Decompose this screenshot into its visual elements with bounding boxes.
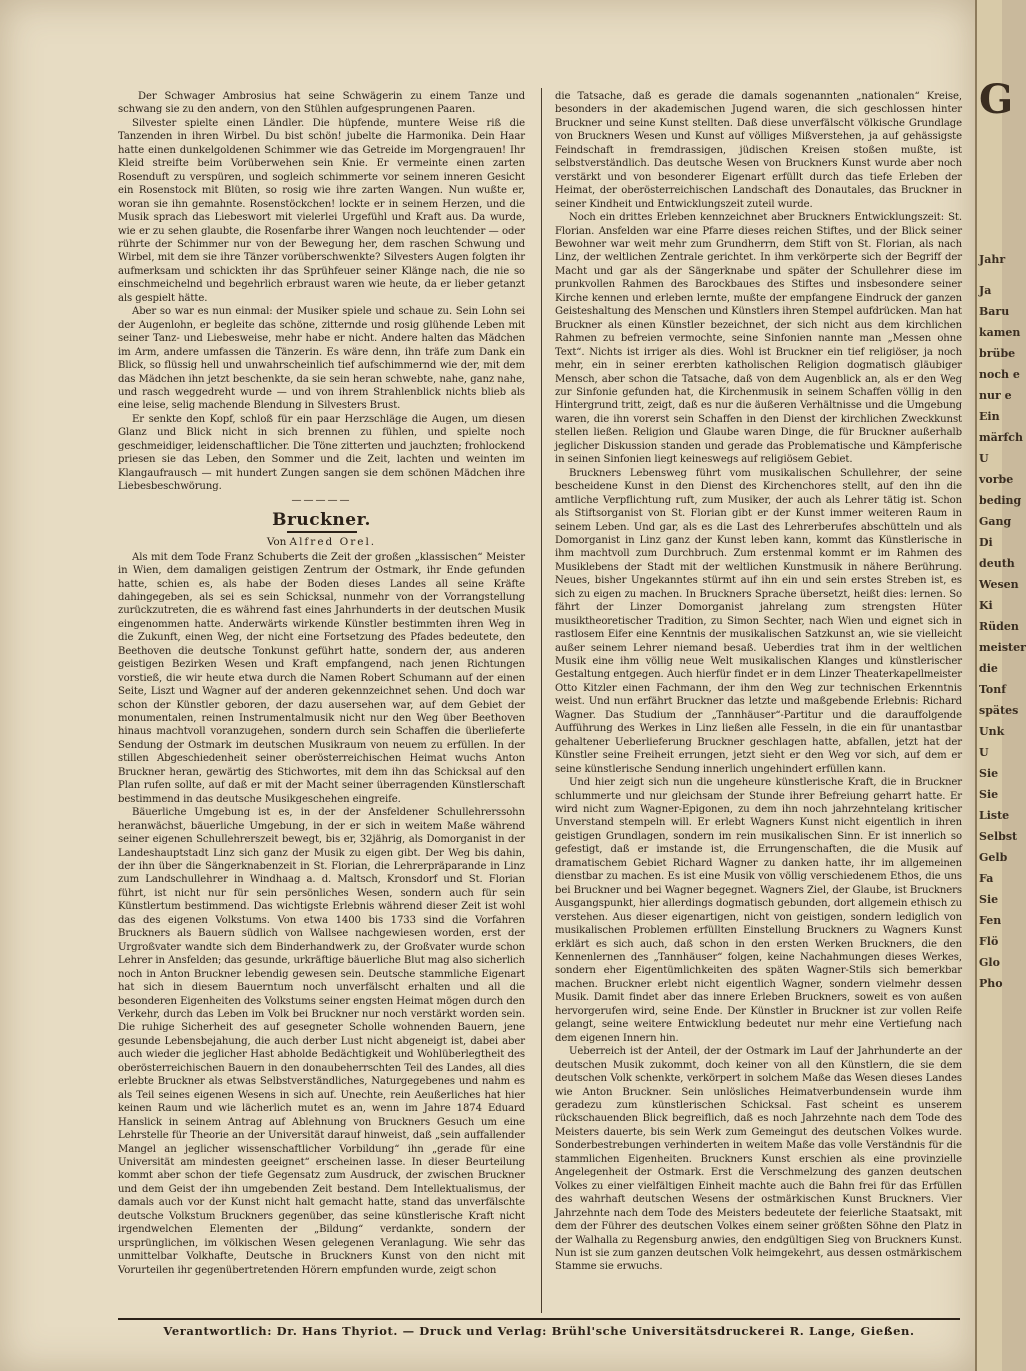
story-paragraph: Der Schwager Ambrosius hat seine Schwägerin zu einem Tanze und schwang sie zu den andern, von den Stühlen aufgesprungenen Paaren. bbox=[118, 91, 525, 116]
adjacent-page-fragment: die bbox=[979, 662, 998, 675]
serial-story bbox=[118, 90, 525, 494]
story-paragraph: Aber so war es nun einmal: der Musiker spiele und schaue zu. Sein Lohn sei der Augenlohn, er begleite das schöne, zitternde und rosig glühende Leben mit seiner Tanz- und Liebesweise, mehr habe er nicht. Andere halten das Mädchen im Arm, andere umfassen die Tänzerin. Es wäre denn, ihn träfe zum Dank ein Blick, so flüssig hell und unwahrscheinlich tief aufschimmernd wie der, mit dem das Mädchen ihn jetzt beschenkte, da sie sein heran schwebte, nahe, ganz nahe, und rasch weggedreht wurde — und von ihrem Strahlenblick nichts blieb als eine leise, selig machende Blendung in Silvesters Brust. bbox=[118, 306, 525, 412]
adjacent-page-fragment: meister bbox=[979, 641, 1026, 654]
byline-prefix: Von bbox=[266, 535, 287, 548]
adjacent-page-fragment: märfch bbox=[979, 431, 1023, 444]
adjacent-page-fragment: noch e bbox=[979, 368, 1020, 381]
adjacent-page-fragment: Unk bbox=[979, 725, 1005, 738]
adjacent-page-fragment: Di bbox=[979, 536, 993, 549]
adjacent-page-fragment: Pho bbox=[979, 977, 1003, 990]
story-paragraph: Er senkte den Kopf, schloß für ein paar Herzschläge die Augen, um diesen Glanz und Blick nicht in sich brennen zu fühlen, und spielte noch geschmeidiger, leidenschaftlicher. Die Töne zitterten und jauchzten; frohlockend priesen sie das Leben, den Sommer und die Zeit, lachten und weinten im Klangaufrausch — mit hundert Zungen sangen sie dem schönen Mädchen ihre Liebesbeschwörung. bbox=[118, 413, 525, 493]
adjacent-page-fragment: Fa bbox=[979, 872, 994, 885]
byline-author: Alfred Orel. bbox=[289, 535, 377, 548]
adjacent-page-fragment: Gelb bbox=[979, 851, 1008, 864]
right-column bbox=[555, 90, 962, 1274]
article-paragraph: Noch ein drittes Erleben kennzeichnet aber Bruckners Entwicklungszeit: St. Florian. Ansfelden war eine Pfarre dieses reichen Stiftes, und der Blick seiner Bewohner war weit mehr zum Grundherrn, dem Stift von St. Florian, als nach Linz, der weltlichen Zentrale gerichtet. In ihm verkörperte sich der Begriff der Macht und gar als der Sängerknabe und später der Schullehrer diese im prunkvollen Rahmen des Barockbaues des Stiftes und insbesondere seiner Kirche kennen und erleben lernte, mußte der empfangene Eindruck der ganzen Geisteshaltung des Menschen und Künstlers ihren Stempel aufdrücken. Man hat Bruckner als einen Künstler bezeichnet, der sich nicht aus dem kirchlichen Rahmen zu befreien vermochte, seine Sinfonien nannte man „Messen ohne Text“. Nichts ist irriger als dies. Wohl ist Bruckner ein tief religiöser, ja noch mehr, ein in seiner ererbten katholischen Religion dogmatisch gläubiger Mensch, aber schon die Tatsache, daß von dem Augenblick an, als er den Weg zur Sinfonie gefunden hat, die Kirchenmusik in seinem Schaffen völlig in den Hintergrund tritt, zeigt, daß es nur die äußeren Verhältnisse und die Umgebung waren, die ihn vorerst sein Schaffen in den Dienst der kirchlichen Zweckkunst stellen ließen. Religion und Glaube waren Dinge, die für Bruckner außerhalb jeglicher Diskussion standen und gerade das Problematische und Kämpferische in seinen Sinfonien liegt keineswegs auf religiösem Gebiet. bbox=[555, 212, 962, 466]
adjacent-page-fragment: Wesen bbox=[979, 578, 1019, 591]
adjacent-page-fragment: Selbst bbox=[979, 830, 1018, 843]
adjacent-page-fragment: Liste bbox=[979, 809, 1010, 822]
adjacent-page-fragment: beding bbox=[979, 494, 1022, 507]
adjacent-page-fragment: Gang bbox=[979, 515, 1012, 528]
adjacent-page-fragment: Ein bbox=[979, 410, 1000, 423]
article-paragraph: Und hier zeigt sich nun die ungeheure künstlerische Kraft, die in Bruckner schlummerte und nur gleichsam der Stunde ihrer Befreiung geharrt hatte. Er wird nicht zum Wagner-Epigonen, zu dem ihn noch jahrzehntelang kritischer Unverstand stempeln will. Er erlebt Wagners Kunst nicht eigentlich in ihren geistigen Grundlagen, sondern im rein musikalischen Sinn. Er ist innerlich so gefestigt, daß er imstande ist, die Errungenschaften, die die Musik auf dramatischem Gebiet Richard Wagner zu danken hatte, ihr im allgemeinen dienstbar zu machen. Es ist eine Musik von völlig verschiedenem Ethos, die uns bei Bruckner und bei Wagner begegnet. Wagners Ziel, der Glaube, ist Bruckners Ausgangspunkt, hier allerdings dogmatisch gebunden, dort allgemein ethisch zu verstehen. Aus dieser eigenartigen, nicht von geistigen, sondern lediglich von musikalischen Problemen erfüllten Einstellung Bruckners zu Wagners Kunst erklärt es sich auch, daß schon in den ersten Werken Bruckners, die den Kennenlernen des „Tannhäuser“ folgen, keine Nachahmungen dieses Werkes, sondern eher Eigentümlichkeiten des späten Wagner-Stils sich bemerkbar machen. Bruckner erlebt nicht eigentlich Wagner, sondern vielmehr dessen Musik. Damit findet aber das innere Erleben Bruckners, soweit es von außen hervorgerufen wird, seine Ende. Der Künstler in Bruckner ist zur vollen Reife gelangt, seine weitere Entwicklung bedeutet nur mehr eine Vertiefung nach dem eigenen Innern hin. bbox=[555, 777, 962, 1044]
left-column bbox=[118, 90, 525, 1277]
imprint-line: Verantwortlich: Dr. Hans Thyriot. — Druck und Verlag: Brühl'sche Universitätsdruckerei R. Lange, Gießen. bbox=[163, 1324, 915, 1338]
adjacent-page-fragment: Fen bbox=[979, 914, 1002, 927]
article-title: Bruckner. bbox=[272, 509, 371, 530]
adjacent-page-fragment: kamen bbox=[979, 326, 1021, 339]
adjacent-page-fragment: Sie bbox=[979, 893, 999, 906]
adjacent-page-fragment: vorbe bbox=[979, 473, 1014, 486]
adjacent-page-fragment: Ja bbox=[979, 284, 992, 297]
article-paragraph: die Tatsache, daß es gerade die damals sogenannten „nationalen“ Kreise, besonders in der akademischen Jugend waren, die sich geschlossen hinter Bruckner und seine Kunst stellten. Daß diese unverfälscht völkische Grundlage von Bruckners Wesen und Kunst auf völliges Mißverstehen, ja auf gehässigste Feindschaft in fremdrassigen, jüdischen Kreisen stoßen mußte, ist selbstverständlich. Das deutsche Wesen von Bruckners Kunst wurde aber noch verstärkt und von besonderer Eigenart erfüllt durch das tiefe Erleben der Heimat, der oberösterreichischen Landschaft des Donautales, das Bruckner in seiner Kindheit und Entwicklungszeit zuteil wurde. bbox=[555, 91, 962, 210]
adjacent-page-fragment: Ki bbox=[979, 599, 993, 612]
adjacent-page-fragment: Flö bbox=[979, 935, 999, 948]
adjacent-page-fragment: Jahr bbox=[979, 253, 1006, 266]
footer-rule bbox=[118, 1318, 960, 1320]
adjacent-page-fragment: Sie bbox=[979, 767, 999, 780]
adjacent-page-fragment: Tonf bbox=[979, 683, 1006, 696]
story-end-mark: ————— bbox=[291, 494, 352, 506]
adjacent-page-fragment: brübe bbox=[979, 347, 1016, 360]
byline bbox=[118, 535, 525, 549]
adjacent-page-fragment: deuth bbox=[979, 557, 1015, 570]
title-underline bbox=[287, 531, 357, 533]
adjacent-page-fragment: Baru bbox=[979, 305, 1010, 318]
article-paragraph: Als mit dem Tode Franz Schuberts die Zeit der großen „klassischen“ Meister in Wien, dem damaligen geistigen Zentrum der Ostmark, ihr Ende gefunden hatte, schien es, als habe der Boden dieses Landes all seine Kräfte dahingegeben, als sei es sein Schicksal, nunmehr von der Vorrangstellung zurückzutreten, die es während fast eines Jahrhunderts in der deutschen Musik eingenommen hatte. Anderwärts wirkende Künstler bestimmten ihren Weg in die Zukunft, einen Weg, der nicht eine Fortsetzung des Pfades bedeutete, den Beethoven die deutsche Tonkunst geführt hatte, sondern der, aus anderen geistigen Bezirken Wesen und Kraft empfangend, nach jenen Richtungen vorstieß, die wir heute etwa durch die Namen Robert Schumann auf der einen Seite, Liszt und Wagner auf der anderen gekennzeichnet sehen. Und doch war schon der Künstler geboren, der dazu ausersehen war, auf dem Gebiet der monumentalen, reinen Instrumentalmusik nicht nur den Weg über Beethoven hinaus machtvoll voranzugehen, sondern durch sein Schaffen die überlieferte Sendung der Ostmark im deutschen Musikraum von neuem zu erfüllen. In der stillen Abgeschiedenheit seiner oberösterreichischen Heimat wuchs Anton Bruckner heran, gewärtig des Stichwortes, mit dem ihn das Schicksal auf den Plan rufen sollte, auf daß er mit der Macht seiner überragenden Künstlerschaft bestimmend in das deutsche Musikgeschehen eingreife. bbox=[118, 551, 525, 805]
adjacent-page-fragment: G bbox=[979, 76, 1014, 123]
adjacent-page-fragment: U bbox=[979, 746, 989, 759]
adjacent-page-fragment: Glo bbox=[979, 956, 1000, 969]
column-divider bbox=[541, 88, 542, 1313]
article-paragraph: Bäuerliche Umgebung ist es, in der der Ansfeldener Schullehrerssohn heranwächst, bäuerliche Umgebung, in der er sich in weitem Maße während seiner eigenen Schullehrerszeit bewegt, bis er, 32jährig, als Domorganist in der Landeshauptstadt Linz sich ganz der Musik zu eigen gibt. Der Weg bis dahin, der ihn über die Sängerknabenzeit in St. Florian, die Lehrerpräparande in Linz zum Landschullehrer in Windhaag a. d. Maltsch, Kronsdorf und St. Florian führt, ist nicht nur für sein persönliches Wesen, sondern auch für sein Künstlertum bestimmend. Das wichtigste Erlebnis während dieser Zeit ist wohl das des eigenen Volkstums. Von etwa 1400 bis 1733 sind die Vorfahren Bruckners als Bauern südlich von Wallsee nachgewiesen worden, erst der Urgroßvater wandte sich dem Binderhandwerk zu, der Großvater wurde schon Lehrer in Ansfelden; das gesunde, urkräftige bäuerliche Blut mag also sicherlich noch in Anton Bruckner lebendig gewesen sein. Deutsche stammliche Eigenart hat sich in diesem Bauerntum noch unverfälscht erhalten und all die besonderen Eigenheiten des Volkstums seiner engsten Heimat mögen durch den Verkehr, durch das Leben im Volk bei Bruckner nur noch verstärkt worden sein. Die ruhige Sicherheit des auf gesegneter Scholle wohnenden Bauern, jene gesunde Lebensbejahung, die auch derber Lust nicht abgeneigt ist, dabei aber auch wieder die jeglicher Hast abholde Bedächtigkeit und Wohlüberlegtheit des oberösterreichischen Bauern in den donaubeherrschten Teil des Landes, all dies erlebte Bruckner als etwas Selbstverständliches, Naturgegebenes und nahm es als Teil seines eigenen Wesens in sich auf. Unechte, rein Aeußerliches hat hier keinen Raum und wie lächerlich mutet es an, wenn im Jahre 1874 Eduard Hanslick in seinem Antrag auf Ablehnung von Bruckners Gesuch um eine Lehrstelle für Theorie an der Universität darauf hinweist, daß „sein auffallender Mangel an jeglicher wissenschaftlicher Vorbildung“ ihn „gerade für eine Universität am mindesten geeignet“ erscheinen lasse. In dieser Beurteilung kommt aber schon der tiefe Gegensatz zum Ausdruck, der zwischen Bruckner und dem Geist der ihn umgebenden Zeit bestand. Dem Intellektualismus, der damals auch vor der Kunst nicht halt gemacht hatte, stand das unverfälschte deutsche Volkstum Bruckners gegenüber, das seine künstlerische Kraft nicht irgendwelchen Elementen der „Bildung“ verdankte, sondern der ursprünglichen, im völkischen Wesen gelegenen Veranlagung. Wie sehr das unmittelbar Volkhafte, Deutsche in Bruckners Kunst von den nicht mit Vorurteilen ihr gegenübertretenden Hörern empfunden wurde, zeigt schon bbox=[118, 807, 525, 1276]
adjacent-page-fragment: Rüden bbox=[979, 620, 1019, 633]
adjacent-page-fragment: spätes bbox=[979, 704, 1019, 717]
adjacent-page-edge bbox=[975, 0, 1026, 1371]
story-paragraph: Silvester spielte einen Ländler. Die hüpfende, muntere Weise riß die Tanzenden in ihren Wirbel. Du bist schön! jubelte die Harmonika. Dein Haar hatte einen dunkelgoldenen Schimmer wie das Getreide im Morgengrauen! Ihr Kleid streifte beim Vorüberwehen sein Knie. Er vermeinte einen zarten Rosenduft zu verspüren, und sogleich schimmerte vor seinem inneren Gesicht ein Rosenstock mit Blüten, so rosig wie ihre zarten Wangen. Nun wußte er, woran sie ihn gemahnte. Rosenstöckchen! lockte er in seinem Herzen, und die Musik sprach das Liebeswort mit vielerlei Urgefühl und Kraft aus. Da wurde, wie er zu sehen glaubte, die Rosenfarbe ihrer Wangen noch leuchtender — oder rührte der Schimmer nur von der Bewegung her, dem raschen Schwung und Wirbel, mit dem sie ihre Tänzer vorüberschwenkte? Silvesters Augen folgten ihr aufmerksam und schickten ihr das Sprühfeuer seiner Klänge nach, die nie so einschmeichelnd und begehrlich erbraust waren wie heute, da er lieber getanzt als gespielt hätte. bbox=[118, 117, 525, 304]
article-paragraph: Ueberreich ist der Anteil, der der Ostmark im Lauf der Jahrhunderte an der deutschen Musik zukommt, doch keiner von all den Künstlern, die sie dem deutschen Volk schenkte, verkörpert in solchem Maße das Wesen dieses Landes wie Anton Bruckner. Sein unlösliches Heimatverbundensein wurde ihm geradezu zum künstlerischen Schicksal. Fast scheint es unserem rückschauenden Blick begreiflich, daß es noch Jahrzehnte nach dem Tode des Meisters dauerte, bis sein Werk zum Gemeingut des deutschen Volkes wurde. Sonderbestrebungen verhinderten in weitem Maße das volle Verständnis für die stammlichen Eigenheiten. Bruckners Kunst erschien als eine provinzielle Angelegenheit der Ostmark. Erst die Verschmelzung des ganzen deutschen Volkes zu einer vielfältigen Einheit machte auch die Bahn frei für das Erfüllen des wahrhaft deutschen Wesens der ostmärkischen Kunst Bruckners. Vier Jahrzehnte nach dem Tode des Meisters bedeutete der feierliche Staatsakt, mit dem der Führer des deutschen Volkes einem seiner größten Söhne den Platz in der Walhalla zu Regensburg anwies, den endgültigen Sieg von Bruckners Kunst. Nun ist sie zum ganzen deutschen Volk heimgekehrt, aus dessen ostmärkischem Stamme sie erwuchs. bbox=[555, 1046, 962, 1273]
bruckner-article bbox=[118, 511, 525, 1277]
adjacent-page-fragment: Sie bbox=[979, 788, 999, 801]
adjacent-page-fragment: U bbox=[979, 452, 989, 465]
article-paragraph: Bruckners Lebensweg führt vom musikalischen Schullehrer, der seine bescheidene Kunst in den Dienst des Kirchenchores stellt, auf den ihn die amtliche Verpflichtung ruft, zum Musiker, der auch als Lehrer tätig ist. Schon als Stiftsorganist von St. Florian gibt er der Kunst immer weiteren Raum in seinem Leben. Und gar, als es die Last des Lehrerberufes abschütteln und als Domorganist in Linz ganz der Kunst leben kann, kommt das Künstlerische in ihm machtvoll zum Durchbruch. Zum erstenmal kommt er im Rahmen des Musiklebens der Stadt mit der weltlichen Kunstmusik in nähere Berührung. Neues, bisher Ungekanntes stürmt auf ihn ein und sein erstes Streben ist, es sich zu eigen zu machen. In Bruckners Sprache übersetzt, heißt dies: lernen. So fährt der Linzer Domorganist jahrelang zum strengsten Hüter musiktheoretischer Tradition, zu Simon Sechter, nach Wien und eignet sich in rastlosem Eifer eine Kenntnis der musikalischen Satzkunst an, wie sie vielleicht außer seinem Lehrer niemand besaß. Ueberdies trat ihm in der weltlichen Musik eine ihm völlig neue Welt musikalischen Klanges und künstlerischer Gestaltung entgegen. Auch hierfür findet er in dem Linzer Theaterkapellmeister Otto Kitzler einen Fachmann, der ihm den Weg zur technischen Erkenntnis weist. Und nun erfährt Bruckner das letzte und maßgebende Erlebnis: Richard Wagner. Das Studium der „Tannhäuser“-Partitur und die darauffolgende Aufführung des Werkes in Linz ließen alle Fesseln, in die ein für unantastbar gehaltener Ueberlieferung Bruckner geschlagen hatte, abfallen, jetzt hat der Künstler seine Freiheit errungen, jetzt sieht er den Weg vor sich, auf dem er seine künstlerische Sendung innerlich ungehindert erfüllen kann. bbox=[555, 467, 962, 775]
adjacent-page-fragment: nur e bbox=[979, 389, 1012, 402]
